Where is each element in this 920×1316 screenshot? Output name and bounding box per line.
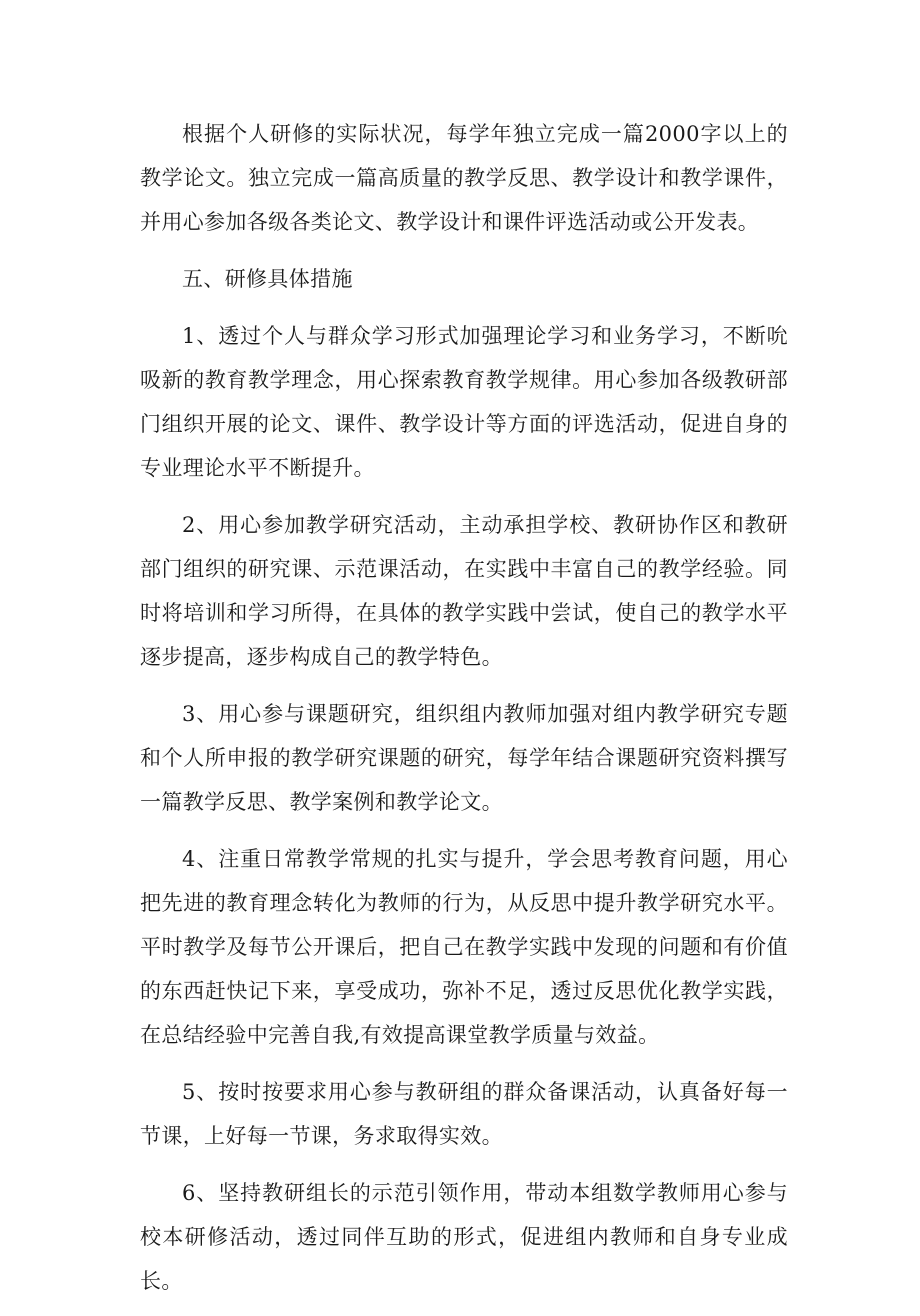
intro-paragraph: 根据个人研修的实际状况，每学年独立完成一篇2000字以上的教学论文。独立完成一篇高质量的教学反思、教学设计和教学课件，并用心参加各级各类论文、教学设计和课件评选活动或公开发表。 (140, 122, 788, 234)
section-heading: 五、研修具体措施 (182, 267, 353, 291)
measure-paragraph-5: 5、按时按要求用心参与教研组的群众备课活动，认真备好每一节课，上好每一节课，务求取得实效。 (140, 1080, 788, 1148)
measure-paragraph-1: 1、透过个人与群众学习形式加强理论学习和业务学习，不断吮吸新的教育教学理念，用心探索教育教学规律。用心参加各级教研部门组织开展的论文、课件、教学设计等方面的评选活动，促进自身的专业理论水平不断提升。 (140, 324, 788, 480)
measure-paragraph-6: 6、坚持教研组长的示范引领作用，带动本组数学教师用心参与校本研修活动，透过同伴互助的形式，促进组内教师和自身专业成长。 (140, 1181, 788, 1293)
measure-paragraph-2: 2、用心参加教学研究活动，主动承担学校、教研协作区和教研部门组织的研究课、示范课活动，在实践中丰富自己的教学经验。同时将培训和学习所得，在具体的教学实践中尝试，使自己的教学水平逐步提高，逐步构成自己的教学特色。 (140, 513, 788, 669)
measure-paragraph-3: 3、用心参与课题研究，组织组内教师加强对组内教学研究专题和个人所申报的教学研究课题的研究，每学年结合课题研究资料撰写一篇教学反思、教学案例和教学论文。 (140, 702, 788, 814)
measure-paragraph-4: 4、注重日常教学常规的扎实与提升，学会思考教育问题，用心把先进的教育理念转化为教师的行为，从反思中提升教学研究水平。平时教学及每节公开课后，把自己在教学实践中发现的问题和有价值的东西赶快记下来，享受成功，弥补不足，透过反思优化教学实践，在总结经验中完善自我,有效提高课堂教学质量与效益。 (140, 847, 788, 1047)
document-body (140, 112, 788, 1316)
